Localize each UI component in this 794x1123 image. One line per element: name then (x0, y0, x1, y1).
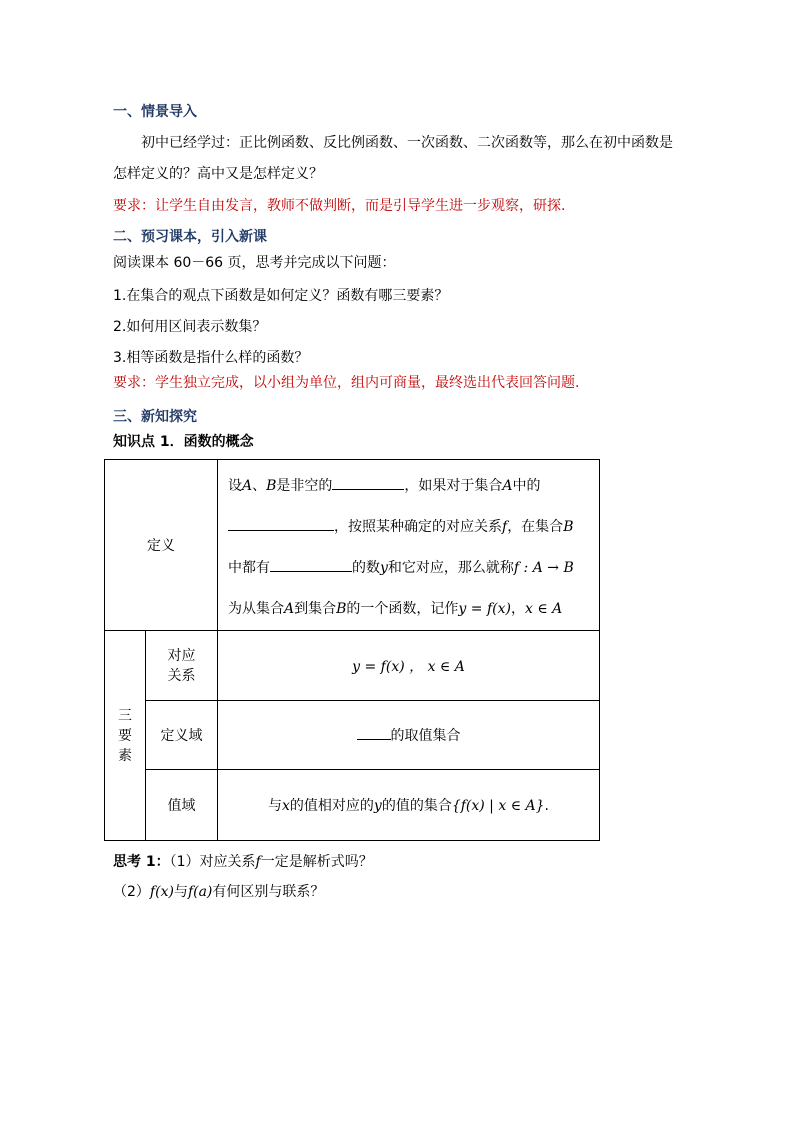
intro-paragraph-line-2: 怎样定义的？高中又是怎样定义？ (113, 166, 323, 182)
math-symbol: x (282, 798, 290, 814)
section-heading-preview: 二、预习课本，引入新课 (113, 229, 267, 245)
text: 三 (118, 707, 132, 724)
text: 的取值集合 (390, 728, 461, 744)
preview-requirement: 要求：学生独立完成，以小组为单位，组内可商量，最终选出代表回答问题. (113, 375, 580, 391)
math-symbol: A (284, 601, 295, 617)
domain-value (218, 701, 600, 770)
definition-line-3 (228, 548, 589, 589)
preview-question-3: 3.相等函数是指什么样的函数？ (113, 350, 309, 366)
math-expression: f(a) (187, 884, 213, 900)
think-question-1 (113, 852, 373, 872)
fill-blank[interactable] (357, 725, 391, 740)
text: 关系 (167, 667, 196, 684)
math-symbol: f (502, 519, 508, 535)
knowledge-point-title: 知识点 1．函数的概念 (113, 434, 254, 450)
math-expression: f(x) (149, 884, 174, 900)
fill-blank[interactable] (270, 557, 352, 572)
math-symbol: f (255, 854, 261, 870)
correspondence-label (146, 631, 218, 701)
think-label: 思考 1： (113, 854, 170, 870)
range-row (105, 770, 600, 841)
correspondence-value: y = f(x) ， x ∈ A (218, 631, 600, 701)
text: 是非空的 (276, 478, 333, 494)
text: 对应 (167, 647, 196, 664)
math-set: {f(x) | x ∈ A} (451, 798, 545, 814)
math-symbol: y (380, 560, 388, 576)
definition-line-1 (228, 466, 589, 507)
text: ， (510, 601, 525, 617)
domain-label: 定义域 (146, 701, 218, 770)
text: 素 (118, 747, 132, 764)
math-symbol: y (373, 798, 382, 814)
text: 、 (252, 478, 267, 494)
text: 的值相对应的 (289, 798, 374, 814)
section-heading-explore: 三、新知探究 (113, 409, 197, 425)
math-symbol: B (336, 601, 347, 617)
intro-requirement: 要求：让学生自由发言，教师不做判断，而是引导学生进一步观察，研探. (113, 198, 566, 214)
fill-blank[interactable] (228, 516, 334, 531)
math-symbol: A (242, 478, 253, 494)
text: 要 (118, 727, 132, 744)
text: . (544, 798, 549, 814)
text: 到集合 (294, 601, 337, 617)
math-symbol: B (266, 478, 277, 494)
range-value (218, 770, 600, 841)
correspondence-row (105, 631, 600, 701)
text: 的数 (352, 560, 380, 576)
definition-line-2 (228, 507, 589, 548)
preview-intro: 阅读课本 60－66 页，思考并完成以下问题： (113, 255, 396, 271)
text: （1）对应关系 (169, 854, 256, 870)
text: 与 (173, 884, 188, 900)
three-elements-label (105, 631, 146, 841)
text: 一定是解析式吗？ (260, 854, 373, 870)
text: 中都有 (228, 560, 270, 576)
text: ，在集合 (507, 519, 564, 535)
function-concept-table (104, 459, 600, 841)
fill-blank[interactable] (332, 475, 404, 490)
definition-text (218, 460, 600, 631)
definition-row (105, 460, 600, 631)
math-mapping: f : A → B (513, 560, 574, 576)
text: 的值的集合 (381, 798, 452, 814)
think-question-2 (113, 882, 324, 902)
text: 和它对应，那么就称 (387, 560, 514, 576)
text: ，如果对于集合 (404, 478, 503, 494)
math-symbol: B (563, 519, 574, 535)
domain-row (105, 701, 600, 770)
intro-paragraph-line-1: 初中已经学过：正比例函数、反比例函数、一次函数、二次函数等，那么在初中函数是 (141, 135, 673, 151)
text: 与 (268, 798, 282, 814)
definition-line-4 (228, 589, 589, 630)
text: 设 (228, 478, 242, 494)
section-heading-intro: 一、情景导入 (113, 104, 197, 120)
text: 有何区别与联系？ (212, 884, 325, 900)
text: 为从集合 (228, 601, 284, 617)
text: ，按照某种确定的对应关系 (334, 519, 502, 535)
definition-label: 定义 (105, 460, 218, 631)
math-equation: y = f(x) (458, 601, 511, 617)
text: （2） (113, 884, 150, 900)
math-membership: x ∈ A (524, 601, 563, 617)
range-label: 值域 (146, 770, 218, 841)
math-symbol: A (502, 478, 513, 494)
text: 中的 (512, 478, 541, 494)
text: 的一个函数，记作 (346, 601, 459, 617)
preview-question-1: 1.在集合的观点下函数是如何定义？函数有哪三要素？ (113, 288, 449, 304)
preview-question-2: 2.如何用区间表示数集？ (113, 319, 267, 335)
